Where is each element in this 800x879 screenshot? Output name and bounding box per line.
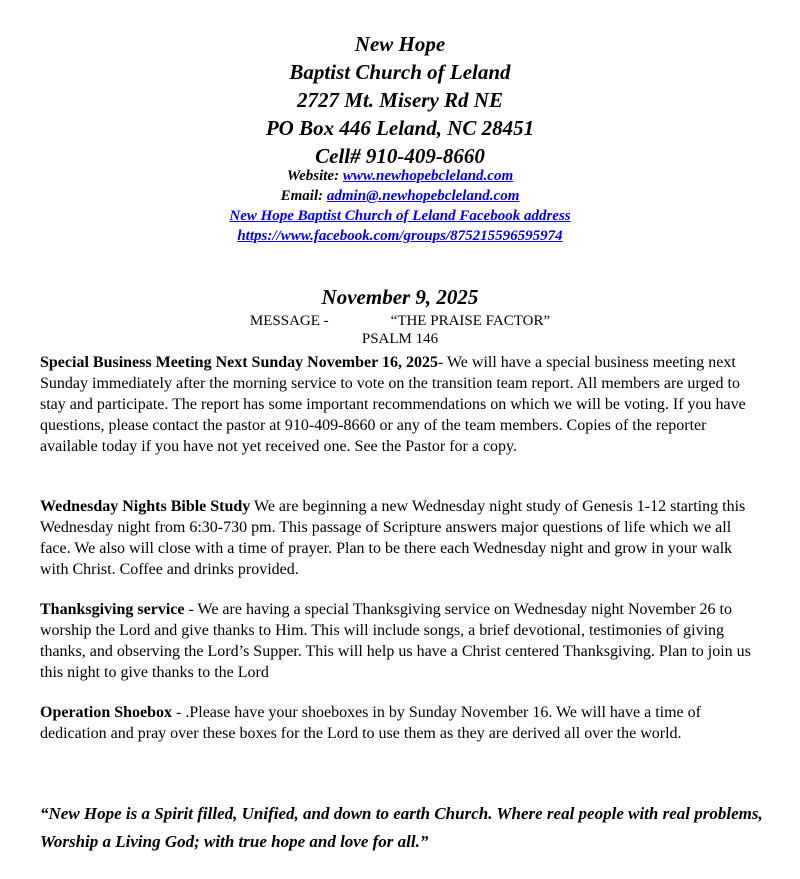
email-link[interactable]: admin@.newhopebcleland.com [326,188,520,204]
message-label: MESSAGE - [249,313,329,329]
church-cell-phone: Cell# 910-409-8660 [315,144,485,168]
facebook-url-link[interactable]: https://www.facebook.com/groups/875215596595974 [237,228,563,244]
message-line [0,312,800,330]
website-label: Website: [286,168,340,184]
church-name-line1: New Hope [354,32,446,56]
announcement-business-meeting [40,352,752,457]
website-link[interactable]: www.newhopebcleland.com [342,168,514,184]
scripture-reference: PSALM 146 [361,331,439,347]
message-title: “THE PRAISE FACTOR” [390,313,551,329]
announcement-body: - .Please have your shoeboxes in by Sunday November 16. We will have a time of dedication and pray over these boxes for the Lord to use them as they are derived all over the world. [40,704,701,742]
facebook-link[interactable]: New Hope Baptist Church of Leland Facebook address [229,208,571,224]
website-line [0,166,800,186]
church-motto: “New Hope is a Spirit filled, Unified, and down to earth Church. Where real people with real problems, Worship a Living God; with true hope and love for all.” [40,804,763,851]
bulletin-date: November 9, 2025 [321,285,479,309]
announcement-body: - We are having a special Thanksgiving service on Wednesday night November 26 to worship the Lord and give thanks to Him. This will include songs, a brief devotional, testimonies of giving thanks, and observing the Lord’s Supper. This will help us have a Christ centered Thanksgiving. Plan to join us this night to give thanks to the Lord [40,601,751,681]
announcement-title: Special Business Meeting Next Sunday November 16, 2025 [40,354,438,371]
announcement-body: We are beginning a new Wednesday night study of Genesis 1-12 starting this Wednesday night from 6:30-730 pm. This passage of Scripture answers major questions of life which we all face. We also will close with a time of prayer. Plan to be there each Wednesday night and grow in your walk with Christ. Coffee and drinks provided. [40,498,746,578]
announcement-title: Thanksgiving service [40,601,185,618]
facebook-url-line [0,226,800,246]
announcement-thanksgiving [40,599,752,683]
announcement-shoebox [40,702,752,744]
announcement-bible-study [40,496,752,580]
church-street-address: 2727 Mt. Misery Rd NE [297,88,503,112]
email-label: Email: [280,188,324,204]
facebook-line [0,206,800,226]
email-line [0,186,800,206]
church-name-line2: Baptist Church of Leland [289,60,511,84]
announcement-body: - We will have a special business meeting next Sunday immediately after the morning service to vote on the transition team report. All members are urged to stay and participate. The report has some important recommendations on which we will be voting. If you have questions, please contact the pastor at 910-409-8660 or any of the team members. Copies of the reporter available today if you have not yet received one. See the Pastor for a copy. [40,354,746,455]
church-po-box: PO Box 446 Leland, NC 28451 [265,116,535,140]
announcement-title: Operation Shoebox [40,704,173,721]
announcement-title: Wednesday Nights Bible Study [40,498,251,515]
